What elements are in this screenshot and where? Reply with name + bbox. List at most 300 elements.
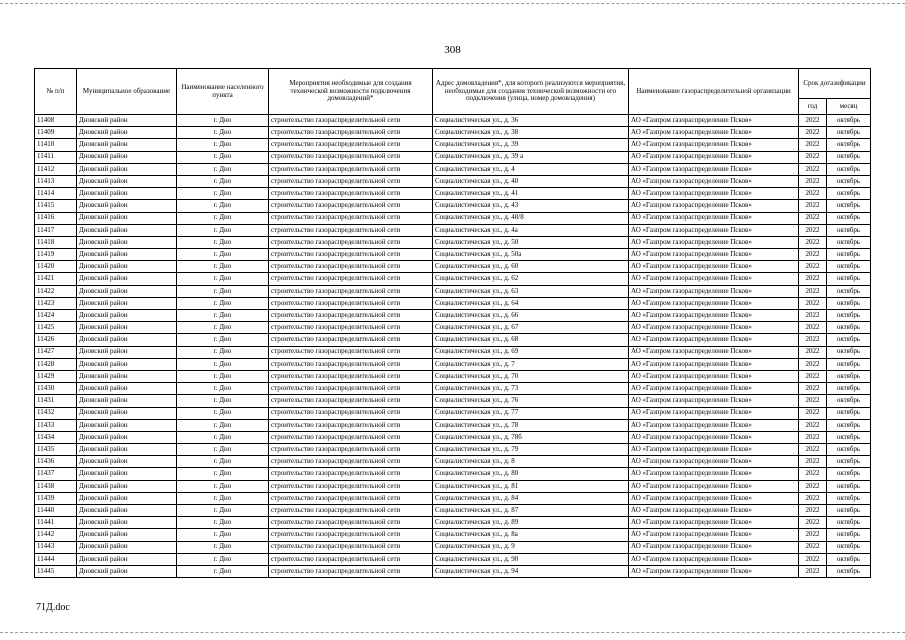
cell-activity: строительство газораспределительной сети: [269, 358, 433, 370]
cell-municipality: Дновский район: [77, 224, 177, 236]
table-row: [35, 273, 871, 285]
cell-year: 2022: [799, 431, 827, 443]
cell-month: октябрь: [827, 407, 871, 419]
cell-year: 2022: [799, 310, 827, 322]
cell-organization: АО «Газпром газораспределение Псков»: [629, 541, 799, 553]
cell-activity: строительство газораспределительной сети: [269, 529, 433, 541]
cell-year: 2022: [799, 139, 827, 151]
cell-municipality: Дновский район: [77, 480, 177, 492]
cell-year: 2022: [799, 407, 827, 419]
cell-year: 2022: [799, 419, 827, 431]
cell-locality: г. Дно: [177, 395, 269, 407]
cell-month: октябрь: [827, 456, 871, 468]
cell-municipality: Дновский район: [77, 249, 177, 261]
cell-num: 11425: [35, 322, 77, 334]
cell-num: 11417: [35, 224, 77, 236]
cell-month: октябрь: [827, 553, 871, 565]
scan-edge-bottom: [0, 632, 905, 633]
cell-num: 11427: [35, 346, 77, 358]
cell-month: октябрь: [827, 517, 871, 529]
cell-locality: г. Дно: [177, 444, 269, 456]
cell-locality: г. Дно: [177, 553, 269, 565]
cell-locality: г. Дно: [177, 236, 269, 248]
cell-year: 2022: [799, 383, 827, 395]
cell-locality: г. Дно: [177, 310, 269, 322]
cell-activity: строительство газораспределительной сети: [269, 285, 433, 297]
cell-activity: строительство газораспределительной сети: [269, 163, 433, 175]
cell-num: 11418: [35, 236, 77, 248]
cell-activity: строительство газораспределительной сети: [269, 151, 433, 163]
cell-year: 2022: [799, 358, 827, 370]
cell-address: Социалистическая ул., д. 79: [433, 444, 629, 456]
cell-month: октябрь: [827, 334, 871, 346]
cell-organization: АО «Газпром газораспределение Псков»: [629, 310, 799, 322]
cell-organization: АО «Газпром газораспределение Псков»: [629, 456, 799, 468]
cell-municipality: Дновский район: [77, 370, 177, 382]
cell-num: 11437: [35, 468, 77, 480]
cell-address: Социалистическая ул., д. 9: [433, 541, 629, 553]
cell-activity: строительство газораспределительной сети: [269, 297, 433, 309]
cell-organization: АО «Газпром газораспределение Псков»: [629, 480, 799, 492]
cell-month: октябрь: [827, 431, 871, 443]
cell-municipality: Дновский район: [77, 419, 177, 431]
cell-locality: г. Дно: [177, 212, 269, 224]
cell-month: октябрь: [827, 151, 871, 163]
cell-municipality: Дновский район: [77, 285, 177, 297]
cell-activity: строительство газораспределительной сети: [269, 407, 433, 419]
cell-year: 2022: [799, 370, 827, 382]
cell-organization: АО «Газпром газораспределение Псков»: [629, 444, 799, 456]
cell-municipality: Дновский район: [77, 541, 177, 553]
cell-year: 2022: [799, 334, 827, 346]
cell-address: Социалистическая ул., д. 8: [433, 456, 629, 468]
table-row: [35, 212, 871, 224]
cell-activity: строительство газораспределительной сети: [269, 541, 433, 553]
cell-activity: строительство газораспределительной сети: [269, 431, 433, 443]
cell-year: 2022: [799, 553, 827, 565]
cell-locality: г. Дно: [177, 565, 269, 577]
cell-num: 11428: [35, 358, 77, 370]
cell-organization: АО «Газпром газораспределение Псков»: [629, 431, 799, 443]
cell-organization: АО «Газпром газораспределение Псков»: [629, 224, 799, 236]
cell-municipality: Дновский район: [77, 115, 177, 127]
cell-address: Социалистическая ул., д. 39 а: [433, 151, 629, 163]
cell-locality: г. Дно: [177, 175, 269, 187]
cell-activity: строительство газораспределительной сети: [269, 505, 433, 517]
cell-municipality: Дновский район: [77, 273, 177, 285]
cell-locality: г. Дно: [177, 200, 269, 212]
cell-locality: г. Дно: [177, 346, 269, 358]
cell-locality: г. Дно: [177, 383, 269, 395]
cell-activity: строительство газораспределительной сети: [269, 115, 433, 127]
table-row: [35, 565, 871, 577]
cell-locality: г. Дно: [177, 224, 269, 236]
cell-address: Социалистическая ул., д. 67: [433, 322, 629, 334]
cell-year: 2022: [799, 346, 827, 358]
cell-organization: АО «Газпром газораспределение Псков»: [629, 139, 799, 151]
table-row: [35, 395, 871, 407]
cell-address: Социалистическая ул., д. 94: [433, 565, 629, 577]
cell-month: октябрь: [827, 395, 871, 407]
table-row: [35, 492, 871, 504]
table-row: [35, 115, 871, 127]
cell-month: октябрь: [827, 224, 871, 236]
cell-organization: АО «Газпром газораспределение Псков»: [629, 297, 799, 309]
cell-locality: г. Дно: [177, 492, 269, 504]
table-row: [35, 175, 871, 187]
cell-month: октябрь: [827, 480, 871, 492]
cell-address: Социалистическая ул., д. 84: [433, 492, 629, 504]
cell-organization: АО «Газпром газораспределение Псков»: [629, 115, 799, 127]
cell-municipality: Дновский район: [77, 236, 177, 248]
cell-year: 2022: [799, 529, 827, 541]
cell-activity: строительство газораспределительной сети: [269, 492, 433, 504]
cell-municipality: Дновский район: [77, 395, 177, 407]
cell-activity: строительство газораспределительной сети: [269, 310, 433, 322]
cell-municipality: Дновский район: [77, 163, 177, 175]
cell-address: Социалистическая ул., д. 60: [433, 261, 629, 273]
table-row: [35, 431, 871, 443]
table-row: [35, 419, 871, 431]
cell-activity: строительство газораспределительной сети: [269, 553, 433, 565]
cell-year: 2022: [799, 175, 827, 187]
table-row: [35, 261, 871, 273]
cell-address: Социалистическая ул., д. 81: [433, 480, 629, 492]
cell-month: октябрь: [827, 444, 871, 456]
cell-address: Социалистическая ул., д. 62: [433, 273, 629, 285]
cell-locality: г. Дно: [177, 541, 269, 553]
cell-address: Социалистическая ул., д. 78б: [433, 431, 629, 443]
cell-locality: г. Дно: [177, 249, 269, 261]
header-municipality: Муниципальное образование: [77, 69, 177, 115]
cell-month: октябрь: [827, 212, 871, 224]
cell-year: 2022: [799, 151, 827, 163]
cell-month: октябрь: [827, 322, 871, 334]
cell-address: Социалистическая ул., д. 70: [433, 370, 629, 382]
header-num: № п/п: [35, 69, 77, 115]
cell-month: октябрь: [827, 115, 871, 127]
cell-address: Социалистическая ул., д. 90: [433, 553, 629, 565]
cell-address: Социалистическая ул., д. 63: [433, 285, 629, 297]
cell-activity: строительство газораспределительной сети: [269, 383, 433, 395]
cell-year: 2022: [799, 395, 827, 407]
table-row: [35, 444, 871, 456]
cell-activity: строительство газораспределительной сети: [269, 346, 433, 358]
cell-activity: строительство газораспределительной сети: [269, 200, 433, 212]
cell-month: октябрь: [827, 383, 871, 395]
cell-activity: строительство газораспределительной сети: [269, 480, 433, 492]
cell-organization: АО «Газпром газораспределение Псков»: [629, 370, 799, 382]
cell-num: 11419: [35, 249, 77, 261]
cell-locality: г. Дно: [177, 505, 269, 517]
cell-year: 2022: [799, 249, 827, 261]
cell-address: Социалистическая ул., д. 4а: [433, 224, 629, 236]
cell-organization: АО «Газпром газораспределение Псков»: [629, 553, 799, 565]
header-activity: Мероприятия необходимые для создания технической возможности подключения домовладений*: [269, 69, 433, 115]
cell-locality: г. Дно: [177, 334, 269, 346]
cell-municipality: Дновский район: [77, 468, 177, 480]
cell-year: 2022: [799, 541, 827, 553]
cell-month: октябрь: [827, 261, 871, 273]
cell-organization: АО «Газпром газораспределение Псков»: [629, 468, 799, 480]
cell-municipality: Дновский район: [77, 565, 177, 577]
cell-month: октябрь: [827, 297, 871, 309]
cell-month: октябрь: [827, 236, 871, 248]
cell-month: октябрь: [827, 492, 871, 504]
cell-num: 11438: [35, 480, 77, 492]
cell-locality: г. Дно: [177, 370, 269, 382]
cell-year: 2022: [799, 224, 827, 236]
cell-municipality: Дновский район: [77, 188, 177, 200]
cell-address: Социалистическая ул., д. 8а: [433, 529, 629, 541]
cell-organization: АО «Газпром газораспределение Псков»: [629, 285, 799, 297]
table-row: [35, 370, 871, 382]
cell-num: 11441: [35, 517, 77, 529]
cell-activity: строительство газораспределительной сети: [269, 249, 433, 261]
cell-num: 11433: [35, 419, 77, 431]
table-row: [35, 553, 871, 565]
cell-organization: АО «Газпром газораспределение Псков»: [629, 249, 799, 261]
cell-municipality: Дновский район: [77, 322, 177, 334]
cell-year: 2022: [799, 297, 827, 309]
cell-activity: строительство газораспределительной сети: [269, 261, 433, 273]
cell-num: 11414: [35, 188, 77, 200]
cell-organization: АО «Газпром газораспределение Псков»: [629, 236, 799, 248]
cell-organization: АО «Газпром газораспределение Псков»: [629, 200, 799, 212]
cell-locality: г. Дно: [177, 517, 269, 529]
cell-num: 11423: [35, 297, 77, 309]
cell-num: 11422: [35, 285, 77, 297]
table-row: [35, 529, 871, 541]
cell-municipality: Дновский район: [77, 529, 177, 541]
cell-locality: г. Дно: [177, 358, 269, 370]
cell-municipality: Дновский район: [77, 553, 177, 565]
cell-year: 2022: [799, 322, 827, 334]
cell-num: 11415: [35, 200, 77, 212]
cell-year: 2022: [799, 273, 827, 285]
cell-locality: г. Дно: [177, 188, 269, 200]
cell-address: Социалистическая ул., д. 4: [433, 163, 629, 175]
cell-num: 11445: [35, 565, 77, 577]
cell-activity: строительство газораспределительной сети: [269, 175, 433, 187]
cell-locality: г. Дно: [177, 322, 269, 334]
cell-municipality: Дновский район: [77, 334, 177, 346]
cell-address: Социалистическая ул., д. 69: [433, 346, 629, 358]
cell-activity: строительство газораспределительной сети: [269, 224, 433, 236]
table-row: [35, 541, 871, 553]
cell-year: 2022: [799, 261, 827, 273]
header-deadline: Срок догазификации: [799, 69, 871, 99]
table-row: [35, 505, 871, 517]
cell-locality: г. Дно: [177, 261, 269, 273]
cell-address: Социалистическая ул., д. 87: [433, 505, 629, 517]
cell-municipality: Дновский район: [77, 358, 177, 370]
table-row: [35, 127, 871, 139]
table-row: [35, 310, 871, 322]
cell-municipality: Дновский район: [77, 383, 177, 395]
table-row: [35, 163, 871, 175]
cell-year: 2022: [799, 212, 827, 224]
page-number: 308: [444, 44, 461, 56]
cell-locality: г. Дно: [177, 529, 269, 541]
cell-num: 11410: [35, 139, 77, 151]
cell-year: 2022: [799, 456, 827, 468]
cell-month: октябрь: [827, 200, 871, 212]
header-locality: Наименование населенного пункта: [177, 69, 269, 115]
cell-municipality: Дновский район: [77, 517, 177, 529]
cell-organization: АО «Газпром газораспределение Псков»: [629, 383, 799, 395]
cell-month: октябрь: [827, 565, 871, 577]
cell-address: Социалистическая ул., д. 66: [433, 310, 629, 322]
cell-municipality: Дновский район: [77, 505, 177, 517]
cell-address: Социалистическая ул., д. 40: [433, 175, 629, 187]
cell-num: 11436: [35, 456, 77, 468]
cell-month: октябрь: [827, 249, 871, 261]
cell-address: Социалистическая ул., д. 68: [433, 334, 629, 346]
header-address: Адрес домовладения*, для которого реализуются мероприятия, необходимые для создания технической возможности его подключения (улица, номер домовладения): [433, 69, 629, 115]
cell-month: октябрь: [827, 273, 871, 285]
cell-year: 2022: [799, 115, 827, 127]
table-row: [35, 358, 871, 370]
cell-address: Социалистическая ул., д. 89: [433, 517, 629, 529]
cell-year: 2022: [799, 200, 827, 212]
cell-organization: АО «Газпром газораспределение Псков»: [629, 322, 799, 334]
cell-address: Социалистическая ул., д. 7: [433, 358, 629, 370]
cell-municipality: Дновский район: [77, 297, 177, 309]
cell-year: 2022: [799, 505, 827, 517]
cell-organization: АО «Газпром газораспределение Псков»: [629, 212, 799, 224]
table-row: [35, 346, 871, 358]
cell-activity: строительство газораспределительной сети: [269, 322, 433, 334]
cell-address: Социалистическая ул., д. 48/8: [433, 212, 629, 224]
cell-municipality: Дновский район: [77, 139, 177, 151]
document-filename: 71Д.doc: [36, 602, 70, 613]
cell-month: октябрь: [827, 541, 871, 553]
cell-address: Социалистическая ул., д. 77: [433, 407, 629, 419]
cell-locality: г. Дно: [177, 407, 269, 419]
cell-locality: г. Дно: [177, 127, 269, 139]
scan-edge-top: [0, 3, 905, 4]
cell-locality: г. Дно: [177, 151, 269, 163]
cell-locality: г. Дно: [177, 115, 269, 127]
cell-address: Социалистическая ул., д. 38: [433, 127, 629, 139]
cell-municipality: Дновский район: [77, 346, 177, 358]
cell-address: Социалистическая ул., д. 43: [433, 200, 629, 212]
cell-year: 2022: [799, 188, 827, 200]
cell-num: 11430: [35, 383, 77, 395]
cell-organization: АО «Газпром газораспределение Псков»: [629, 175, 799, 187]
cell-address: Социалистическая ул., д. 50: [433, 236, 629, 248]
cell-organization: АО «Газпром газораспределение Псков»: [629, 334, 799, 346]
cell-organization: АО «Газпром газораспределение Псков»: [629, 492, 799, 504]
cell-locality: г. Дно: [177, 297, 269, 309]
cell-locality: г. Дно: [177, 480, 269, 492]
cell-month: октябрь: [827, 139, 871, 151]
cell-month: октябрь: [827, 358, 871, 370]
cell-municipality: Дновский район: [77, 431, 177, 443]
cell-month: октябрь: [827, 175, 871, 187]
cell-address: Социалистическая ул., д. 39: [433, 139, 629, 151]
cell-locality: г. Дно: [177, 139, 269, 151]
table-row: [35, 468, 871, 480]
cell-num: 11411: [35, 151, 77, 163]
cell-locality: г. Дно: [177, 419, 269, 431]
cell-num: 11443: [35, 541, 77, 553]
cell-organization: АО «Газпром газораспределение Псков»: [629, 505, 799, 517]
cell-num: 11439: [35, 492, 77, 504]
cell-activity: строительство газораспределительной сети: [269, 273, 433, 285]
cell-municipality: Дновский район: [77, 310, 177, 322]
table-row: [35, 322, 871, 334]
cell-municipality: Дновский район: [77, 456, 177, 468]
cell-organization: АО «Газпром газораспределение Псков»: [629, 151, 799, 163]
cell-locality: г. Дно: [177, 468, 269, 480]
cell-address: Социалистическая ул., д. 50а: [433, 249, 629, 261]
cell-year: 2022: [799, 565, 827, 577]
cell-locality: г. Дно: [177, 285, 269, 297]
cell-organization: АО «Газпром газораспределение Псков»: [629, 407, 799, 419]
cell-address: Социалистическая ул., д. 78: [433, 419, 629, 431]
cell-num: 11416: [35, 212, 77, 224]
cell-activity: строительство газораспределительной сети: [269, 468, 433, 480]
cell-organization: АО «Газпром газораспределение Псков»: [629, 395, 799, 407]
cell-municipality: Дновский район: [77, 261, 177, 273]
cell-num: 11426: [35, 334, 77, 346]
cell-num: 11429: [35, 370, 77, 382]
cell-activity: строительство газораспределительной сети: [269, 517, 433, 529]
cell-year: 2022: [799, 127, 827, 139]
cell-locality: г. Дно: [177, 431, 269, 443]
cell-num: 11432: [35, 407, 77, 419]
cell-organization: АО «Газпром газораспределение Псков»: [629, 346, 799, 358]
header-month: месяц: [827, 99, 871, 115]
table-row: [35, 383, 871, 395]
cell-organization: АО «Газпром газораспределение Псков»: [629, 273, 799, 285]
cell-year: 2022: [799, 517, 827, 529]
cell-activity: строительство газораспределительной сети: [269, 127, 433, 139]
cell-month: октябрь: [827, 188, 871, 200]
cell-activity: строительство газораспределительной сети: [269, 444, 433, 456]
cell-year: 2022: [799, 285, 827, 297]
header-organization: Наименование газораспределительной организации: [629, 69, 799, 115]
cell-organization: АО «Газпром газораспределение Псков»: [629, 565, 799, 577]
cell-municipality: Дновский район: [77, 444, 177, 456]
cell-num: 11440: [35, 505, 77, 517]
cell-organization: АО «Газпром газораспределение Псков»: [629, 517, 799, 529]
table-row: [35, 456, 871, 468]
cell-activity: строительство газораспределительной сети: [269, 370, 433, 382]
cell-year: 2022: [799, 480, 827, 492]
table-row: [35, 249, 871, 261]
cell-locality: г. Дно: [177, 273, 269, 285]
table-row: [35, 285, 871, 297]
cell-month: октябрь: [827, 127, 871, 139]
cell-municipality: Дновский район: [77, 127, 177, 139]
cell-month: октябрь: [827, 529, 871, 541]
cell-num: 11420: [35, 261, 77, 273]
cell-organization: АО «Газпром газораспределение Псков»: [629, 127, 799, 139]
cell-municipality: Дновский район: [77, 407, 177, 419]
table-row: [35, 334, 871, 346]
cell-month: октябрь: [827, 505, 871, 517]
cell-month: октябрь: [827, 468, 871, 480]
cell-num: 11408: [35, 115, 77, 127]
cell-organization: АО «Газпром газораспределение Псков»: [629, 358, 799, 370]
cell-month: октябрь: [827, 285, 871, 297]
cell-address: Социалистическая ул., д. 80: [433, 468, 629, 480]
cell-organization: АО «Газпром газораспределение Псков»: [629, 261, 799, 273]
header-year: год: [799, 99, 827, 115]
